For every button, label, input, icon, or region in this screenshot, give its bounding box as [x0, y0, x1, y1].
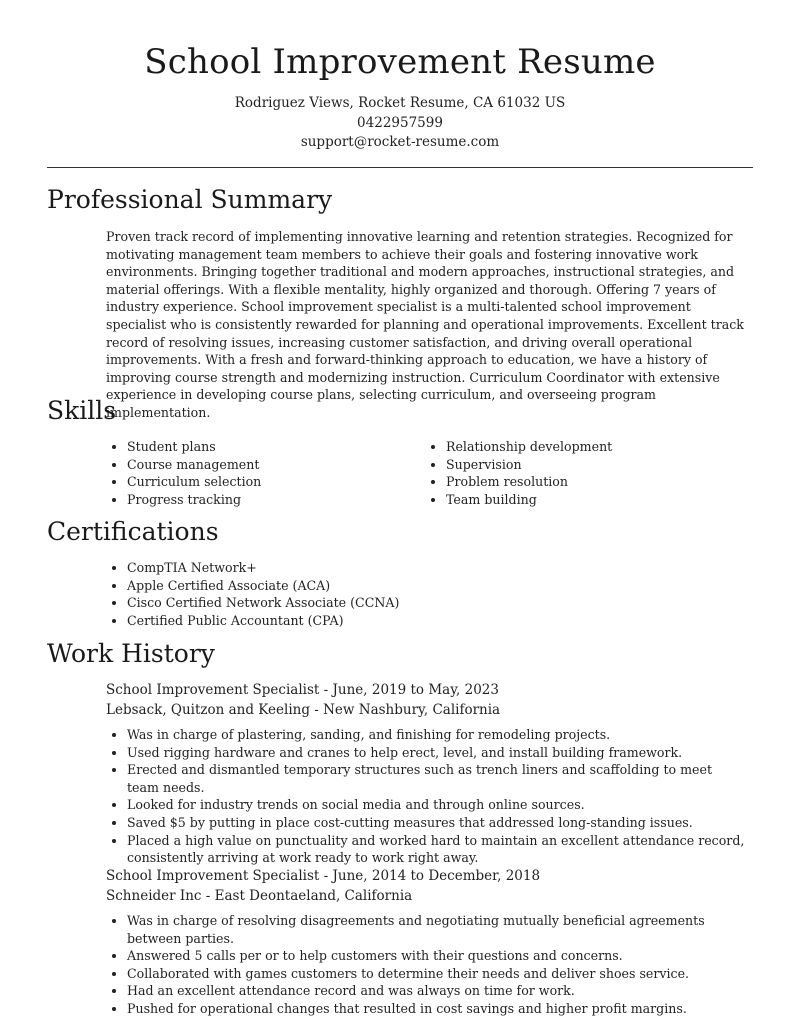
certification-item: • Apple Certified Associate (ACA): [127, 577, 746, 595]
job-bullet: • Looked for industry trends on social media and through online sources.: [127, 796, 746, 814]
job-title-line: School Improvement Specialist - June, 2019 to May, 2023: [106, 682, 499, 698]
section-title-work-history: Work History: [47, 639, 215, 668]
skill-item: • Relationship development: [446, 438, 725, 456]
skill-item: • Course management: [127, 456, 406, 474]
certification-item: • Certified Public Accountant (CPA): [127, 612, 746, 630]
job-entry: [106, 866, 746, 1018]
certification-item: • CompTIA Network+: [127, 559, 746, 577]
skills-column-right: [425, 438, 725, 508]
skill-item: • Curriculum selection: [127, 473, 406, 491]
contact-block: [0, 94, 800, 153]
resume-name: School Improvement Resume: [144, 42, 656, 82]
job-company-line: Schneider Inc - East Deontaeland, California: [106, 888, 413, 904]
section-title-certifications: Certifications: [47, 517, 219, 546]
skill-item: • Progress tracking: [127, 491, 406, 509]
job-bullet: • Pushed for operational changes that resulted in cost savings and higher profit margins.: [127, 1000, 746, 1018]
header-divider: [47, 167, 753, 168]
job-bullet: • Collaborated with games customers to determine their needs and deliver shoes service.: [127, 965, 746, 983]
section-title-summary: Professional Summary: [47, 185, 333, 214]
skill-item: • Team building: [446, 491, 725, 509]
job-company-line: Lebsack, Quitzon and Keeling - New Nashbury, California: [106, 702, 501, 718]
job-bullet: • Erected and dismantled temporary structures such as trench liners and scaffolding to meet team needs.: [127, 761, 746, 796]
resume-header: [0, 0, 800, 153]
job-bullet: • Saved $5 by putting in place cost-cutting measures that addressed long-standing issues.: [127, 814, 746, 832]
certifications-list: [106, 559, 746, 629]
job-bullet: • Answered 5 calls per or to help customers with their questions and concerns.: [127, 947, 746, 965]
contact-address: Rodriguez Views, Rocket Resume, CA 61032 US: [234, 95, 566, 111]
contact-phone: 0422957599: [357, 114, 443, 131]
job-bullet: • Was in charge of plastering, sanding, and finishing for remodeling projects.: [127, 726, 746, 744]
skill-item: • Problem resolution: [446, 473, 725, 491]
job-bullet: • Used rigging hardware and cranes to help erect, level, and install building framework.: [127, 744, 746, 762]
skill-item: • Supervision: [446, 456, 725, 474]
job-entry: [106, 680, 746, 867]
summary-text: Proven track record of implementing innovative learning and retention strategies. Recognized for motivating management team members to achieve their goals and fostering innovative work environments. Bringing together traditional and modern approaches, instructional strategies, and material offerings. With a flexible mentality, highly organized and thorough. Offering 7 years of industry experience. School improvement specialist is a multi-talented school improvement specialist who is consistently rewarded for planning and operational improvements. Excellent track record of resolving issues, increasing customer satisfaction, and driving overall operational improvements. With a fresh and forward-thinking approach to education, we have a history of improving course strength and modernizing instruction. Curriculum Coordinator with extensive experience in developing course plans, selecting curriculum, and overseeing program implementation.: [106, 229, 744, 420]
job-bullet: • Placed a high value on punctuality and worked hard to maintain an excellent attendance record, consistently arriving at work ready to work right away.: [127, 832, 746, 867]
contact-email: support@rocket-resume.com: [300, 134, 500, 150]
job-bullet: • Had an excellent attendance record and was always on time for work.: [127, 982, 746, 1000]
job-title-line: School Improvement Specialist - June, 2014 to December, 2018: [106, 868, 541, 884]
job-bullet: • Was in charge of resolving disagreements and negotiating mutually beneficial agreements between parties.: [127, 912, 746, 947]
skills-column-left: [106, 438, 406, 508]
certification-item: • Cisco Certified Network Associate (CCNA): [127, 594, 746, 612]
skill-item: • Student plans: [127, 438, 406, 456]
section-title-skills: Skills: [47, 396, 117, 425]
